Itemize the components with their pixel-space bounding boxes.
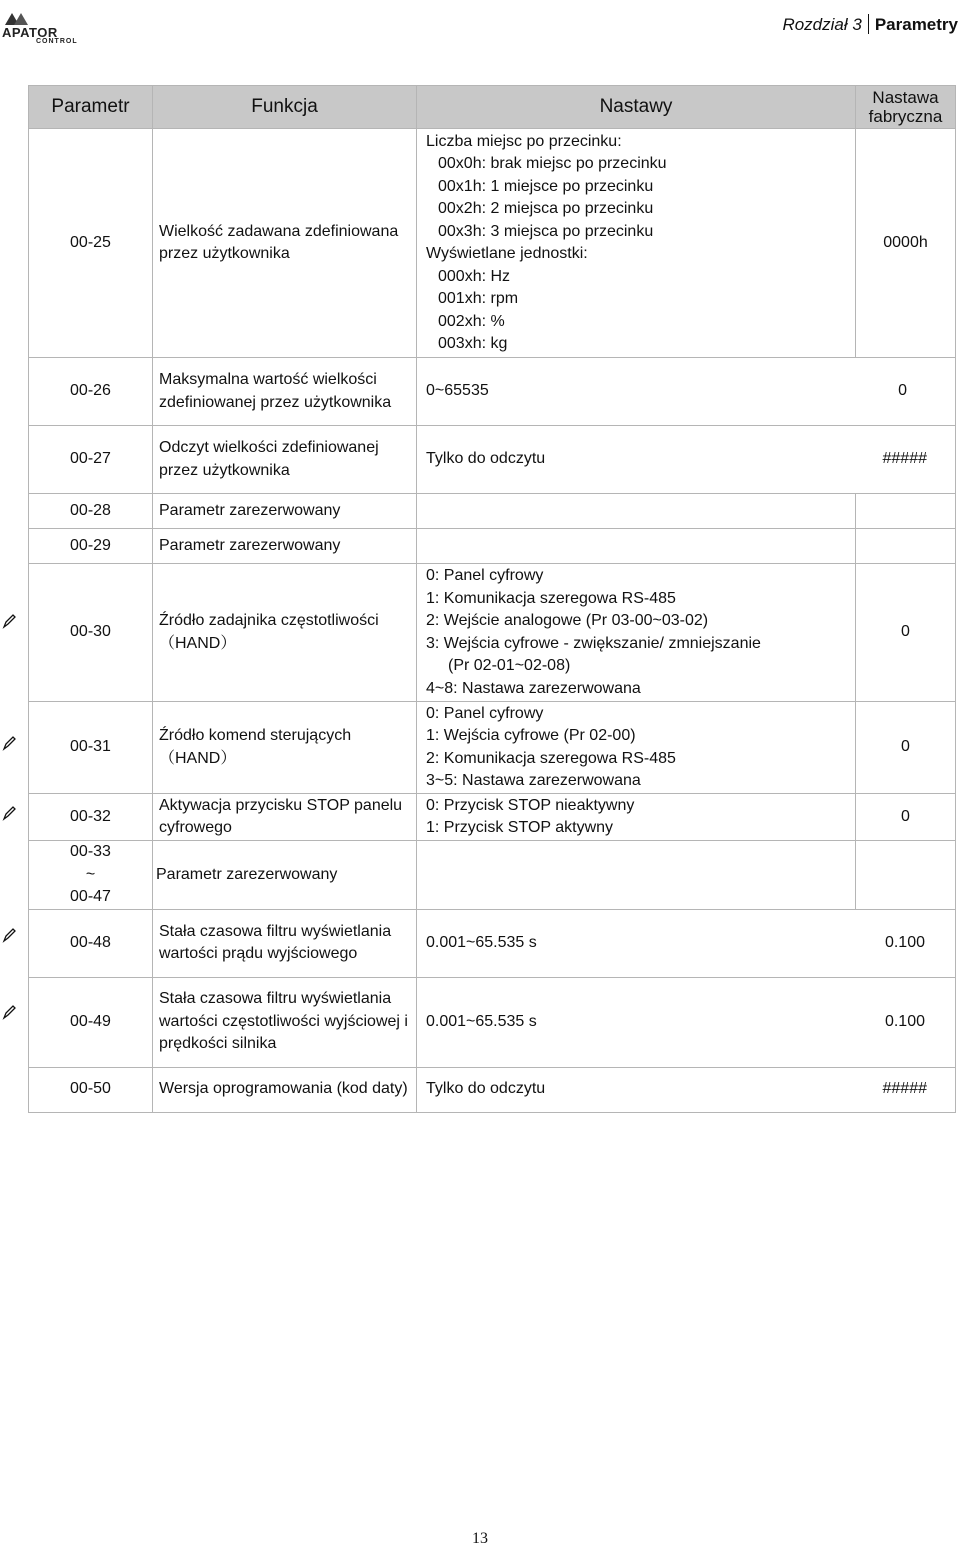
- function-cell: Źródło komend sterujących（HAND）: [153, 702, 417, 794]
- settings-line: 00x1h: 1 miejsce po przecinku: [438, 177, 654, 195]
- chapter-header: [782, 14, 958, 35]
- param-cell: 00-31: [29, 702, 153, 794]
- settings-cell: [417, 1067, 956, 1112]
- factory-value: 0.100: [884, 933, 925, 951]
- factory-value: #####: [882, 450, 927, 468]
- chapter-label: Rozdział 3: [782, 15, 862, 34]
- pencil-marker-icon: [2, 735, 16, 751]
- settings-line: 0.001~65.535 s: [426, 1012, 537, 1030]
- pencil-marker-icon: [2, 1004, 16, 1020]
- settings-line: 002xh: %: [438, 312, 505, 330]
- factory-cell: [856, 529, 956, 564]
- settings-cell: [417, 564, 856, 702]
- settings-line: Wyświetlane jednostki:: [426, 245, 588, 262]
- settings-line: (Pr 02-01~02-08): [448, 657, 571, 674]
- param-cell: 00-25: [29, 129, 153, 358]
- settings-cell: [417, 841, 856, 910]
- settings-line: 1: Komunikacja szeregowa RS-485: [426, 589, 676, 607]
- table-row: [29, 977, 956, 1067]
- settings-line: Tylko do odczytu: [426, 1080, 546, 1098]
- function-cell: Parametr zarezerwowany: [153, 529, 417, 564]
- settings-line: Tylko do odczytu: [426, 450, 546, 468]
- param-cell: 00-32: [29, 794, 153, 841]
- settings-line: 00x2h: 2 miejsca po przecinku: [438, 200, 654, 217]
- table-row: [29, 564, 956, 702]
- settings-cell: [417, 494, 856, 529]
- settings-cell: [417, 426, 956, 494]
- param-range-start: 00-33: [70, 843, 111, 860]
- function-cell: Parametr zarezerwowany: [153, 494, 417, 529]
- settings-cell: [417, 977, 956, 1067]
- param-range-tilde: ~: [85, 865, 96, 883]
- page-number: 13: [472, 1530, 488, 1547]
- settings-cell: [417, 358, 956, 426]
- param-cell: 00-48: [29, 909, 153, 977]
- param-cell: 00-50: [29, 1067, 153, 1112]
- pencil-marker-icon: [2, 927, 16, 943]
- param-cell: 00-27: [29, 426, 153, 494]
- settings-cell: [417, 129, 856, 358]
- settings-cell: [417, 702, 856, 794]
- table-row: [29, 358, 956, 426]
- function-cell: Wersja oprogramowania (kod daty): [153, 1067, 417, 1112]
- column-header-param: Parametr: [29, 86, 153, 129]
- settings-line: 2: Wejście analogowe (Pr 03-00~03-02): [426, 612, 709, 629]
- param-cell: 00-30: [29, 564, 153, 702]
- table-row: [29, 841, 956, 910]
- logo-subtext: CONTROL: [36, 38, 78, 45]
- settings-line: 001xh: rpm: [438, 290, 519, 307]
- pencil-marker-icon: [2, 805, 16, 821]
- logo-text: APATOR: [2, 25, 58, 40]
- factory-cell: 0: [856, 702, 956, 794]
- table-row: [29, 1067, 956, 1112]
- function-cell: Aktywacja przycisku STOP panelu cyfrowego: [153, 794, 417, 841]
- settings-line: 00x3h: 3 miejsca po przecinku: [438, 222, 654, 240]
- table-row: [29, 702, 956, 794]
- param-cell: 00-49: [29, 977, 153, 1067]
- column-header-function: Funkcja: [153, 86, 417, 129]
- factory-cell: [856, 494, 956, 529]
- function-cell: Wielkość zadawana zdefiniowana przez użytkownika: [153, 129, 417, 358]
- factory-value: 0: [898, 382, 907, 400]
- column-header-settings: Nastawy: [417, 86, 856, 129]
- settings-cell: [417, 794, 856, 841]
- settings-line: Liczba miejsc po przecinku:: [426, 132, 622, 150]
- function-cell: Maksymalna wartość wielkości zdefiniowanej przez użytkownika: [153, 358, 417, 426]
- column-header-factory: Nastawa fabryczna: [856, 86, 956, 129]
- settings-cell: [417, 909, 956, 977]
- table-row: [29, 494, 956, 529]
- settings-line: 4~8: Nastawa zarezerwowana: [426, 679, 641, 697]
- logo-mark-icon: [2, 12, 84, 26]
- settings-line: 0.001~65.535 s: [426, 933, 537, 951]
- param-cell: [29, 841, 153, 910]
- apator-logo: [2, 12, 84, 45]
- table-header-row: [29, 86, 956, 129]
- param-cell: 00-29: [29, 529, 153, 564]
- settings-line: 000xh: Hz: [438, 267, 511, 285]
- settings-line: 0: Panel cyfrowy: [426, 704, 544, 722]
- settings-line: 0: Panel cyfrowy: [426, 567, 544, 584]
- function-cell: Odczyt wielkości zdefiniowanej przez użytkownika: [153, 426, 417, 494]
- settings-line: 003xh: kg: [438, 335, 508, 352]
- settings-cell: [417, 529, 856, 564]
- table-row: [29, 129, 956, 358]
- pencil-marker-icon: [2, 613, 16, 629]
- factory-cell: 0000h: [856, 129, 956, 358]
- settings-line: 00x0h: brak miejsc po przecinku: [438, 155, 667, 172]
- settings-line: 3~5: Nastawa zarezerwowana: [426, 772, 641, 789]
- settings-line: 1: Przycisk STOP aktywny: [426, 819, 614, 836]
- function-cell: Stała czasowa filtru wyświetlania wartości prądu wyjściowego: [153, 909, 417, 977]
- settings-line: 3: Wejścia cyfrowe - zwiększanie/ zmniejszanie: [426, 634, 761, 652]
- table-row: [29, 426, 956, 494]
- settings-line: 0~65535: [426, 382, 489, 400]
- factory-value: #####: [882, 1080, 927, 1098]
- table-row: [29, 909, 956, 977]
- function-cell: Źródło zadajnika częstotliwości（HAND）: [153, 564, 417, 702]
- factory-cell: [856, 841, 956, 910]
- factory-cell: 0: [856, 794, 956, 841]
- param-range-end: 00-47: [70, 888, 111, 905]
- function-cell: Stała czasowa filtru wyświetlania wartości częstotliwości wyjściowej i prędkości silnika: [153, 977, 417, 1067]
- chapter-title: Parametry: [874, 15, 958, 34]
- chapter-divider: [868, 14, 869, 34]
- settings-line: 2: Komunikacja szeregowa RS-485: [426, 749, 676, 767]
- factory-cell: 0: [856, 564, 956, 702]
- table-row: [29, 794, 956, 841]
- settings-line: 1: Wejścia cyfrowe (Pr 02-00): [426, 727, 636, 744]
- factory-value: 0.100: [884, 1012, 925, 1030]
- settings-line: 0: Przycisk STOP nieaktywny: [426, 796, 635, 814]
- param-cell: 00-26: [29, 358, 153, 426]
- function-cell: Parametr zarezerwowany: [153, 841, 417, 910]
- param-cell: 00-28: [29, 494, 153, 529]
- table-row: [29, 529, 956, 564]
- parameter-table: [28, 85, 956, 1113]
